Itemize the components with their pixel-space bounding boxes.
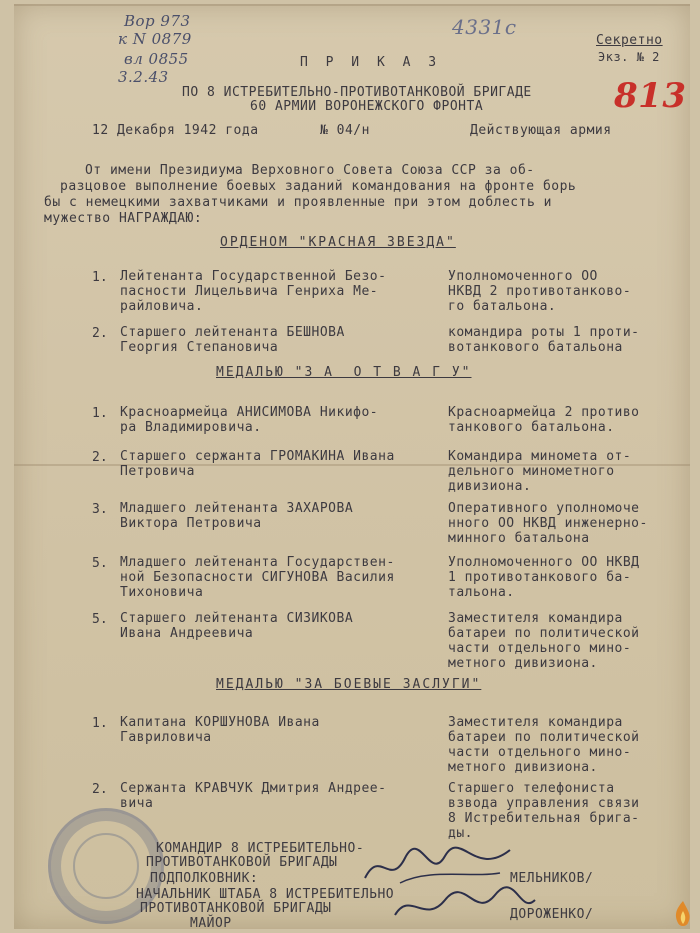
signature-title-line: КОМАНДИР 8 ИСТРЕБИТЕЛЬНО- — [156, 841, 365, 856]
entry-role-line: Красноармейца 2 противо — [448, 405, 640, 420]
entry-name-line: Капитана КОРШУНОВА Ивана — [120, 715, 320, 730]
signature-title-line: НАЧАЛЬНИК ШТАБА 8 ИСТРЕБИТЕЛЬНО — [136, 887, 395, 902]
entry-role-line: 8 Истребительная брига- — [448, 811, 640, 826]
entry-name-line: Петровича — [120, 464, 195, 479]
signature-title-line: МАЙОР — [190, 916, 232, 931]
entry-number: 2. — [92, 450, 108, 465]
entry-name-line: Георгия Степановича — [120, 340, 279, 355]
entry-name-line: райловича. — [120, 299, 204, 314]
entry-role-line: вотанкового батальона — [448, 340, 623, 355]
order-place: Действующая армия — [470, 123, 612, 138]
entry-role-line: нного ОО НКВД инженерно- — [448, 516, 648, 531]
entry-role-line: Старшего телефониста — [448, 781, 615, 796]
entry-role-line: Уполномоченного ОО НКВД — [448, 555, 640, 570]
entry-name-line: вича — [120, 796, 154, 811]
entry-role-line: батареи по политической — [448, 730, 640, 745]
entry-role-line: метного дивизиона. — [448, 656, 598, 671]
entry-role-line: Заместителя командира — [448, 715, 623, 730]
order-date: 12 Декабря 1942 года — [92, 123, 259, 138]
entry-role-line: батареи по политической — [448, 626, 640, 641]
archive-note-4: 3.2.43 — [118, 68, 169, 86]
entry-name-line: Старшего лейтенанта БЕШНОВА — [120, 325, 345, 340]
entry-role-line: 1 противотанкового ба- — [448, 570, 632, 585]
entry-name-line: Гавриловича — [120, 730, 212, 745]
entry-role-line: ды. — [448, 826, 473, 841]
entry-number: 1. — [92, 406, 108, 421]
entry-name-line: Сержанта КРАВЧУК Дмитрия Андрее- — [120, 781, 387, 796]
entry-number: 1. — [92, 716, 108, 731]
entry-role-line: взвода управления связи — [448, 796, 640, 811]
entry-number: 1. — [92, 270, 108, 285]
entry-role-line: Уполномоченного ОО — [448, 269, 598, 284]
entry-role-line: НКВД 2 противотанково- — [448, 284, 632, 299]
entry-role-line: Заместителя командира — [448, 611, 623, 626]
preamble-line-4: мужество НАГРАЖДАЮ: — [44, 211, 203, 226]
entry-number: 5. — [92, 556, 108, 571]
entry-name-line: ной Безопасности СИГУНОВА Василия — [120, 570, 395, 585]
preamble-line-2: разцовое выполнение боевых заданий командования на фронте борь — [60, 179, 577, 194]
signature-title-line: ПРОТИВОТАНКОВОЙ БРИГАДЫ — [140, 901, 332, 916]
entry-number: 5. — [92, 612, 108, 627]
entry-role-line: дельного минометного — [448, 464, 615, 479]
entry-name-line: Красноармейца АНИСИМОВА Никифо- — [120, 405, 379, 420]
preamble-line-3: бы с немецкими захватчиками и проявленные при этом доблесть и — [44, 195, 552, 210]
entry-name-line: ра Владимировича. — [120, 420, 262, 435]
section-heading-combat-merit: МЕДАЛЬЮ "ЗА БОЕВЫЕ ЗАСЛУГИ" — [216, 677, 482, 692]
entry-role-line: Оперативного уполномоче — [448, 501, 640, 516]
archive-note-3: вл 0855 — [124, 50, 189, 68]
entry-role-line: Командира миномета от- — [448, 449, 632, 464]
entry-role-line: го батальона. — [448, 299, 557, 314]
document-subtitle-1: ПО 8 ИСТРЕБИТЕЛЬНО-ПРОТИВОТАНКОВОЙ БРИГАДЕ — [182, 85, 532, 100]
entry-role-line: тальона. — [448, 585, 515, 600]
copy-number: Экз. № 2 — [598, 50, 660, 64]
red-mark: 813 — [614, 76, 687, 116]
signature-title-line: ПРОТИВОТАНКОВОЙ БРИГАДЫ — [146, 855, 338, 870]
archive-note-2: к N 0879 — [118, 30, 192, 48]
signature-title-line: ПОДПОЛКОВНИК: — [150, 871, 259, 886]
commander-name: МЕЛЬНИКОВ/ — [510, 871, 594, 886]
archive-note-1: Вор 973 — [124, 12, 191, 30]
section-heading-red-star: ОРДЕНОМ "КРАСНАЯ ЗВЕЗДА" — [220, 235, 456, 250]
archive-page-number: 4331с — [452, 15, 517, 39]
entry-name-line: Младшего лейтенанта ЗАХАРОВА — [120, 501, 354, 516]
entry-role-line: минного батальона — [448, 531, 590, 546]
secret-label: Секретно — [596, 33, 663, 48]
entry-name-line: Ивана Андреевича — [120, 626, 254, 641]
chief-of-staff-name: ДОРОЖЕНКО/ — [510, 907, 594, 922]
entry-number: 2. — [92, 326, 108, 341]
entry-name-line: Лейтенанта Государственной Безо- — [120, 269, 387, 284]
entry-role-line: дивизиона. — [448, 479, 532, 494]
order-number: № 04/н — [320, 123, 370, 138]
section-heading-for-courage: МЕДАЛЬЮ "З А О Т В А Г У" — [216, 365, 472, 380]
entry-role-line: танкового батальона. — [448, 420, 615, 435]
entry-role-line: командира роты 1 проти- — [448, 325, 640, 340]
document-subtitle-2: 60 АРМИИ ВОРОНЕЖСКОГО ФРОНТА — [250, 99, 484, 114]
entry-name-line: Старшего лейтенанта СИЗИКОВА — [120, 611, 354, 626]
entry-number: 3. — [92, 502, 108, 517]
chief-of-staff-signature — [390, 880, 540, 930]
entry-name-line: пасности Лицельвича Генриха Ме- — [120, 284, 379, 299]
entry-name-line: Старшего сержанта ГРОМАКИНА Ивана — [120, 449, 395, 464]
entry-name-line: Тихоновича — [120, 585, 204, 600]
entry-role-line: части отдельного мино- — [448, 641, 632, 656]
entry-name-line: Виктора Петровича — [120, 516, 262, 531]
preamble-line-1: От имени Президиума Верховного Совета Союза ССР за об- — [60, 163, 535, 178]
entry-number: 2. — [92, 782, 108, 797]
archive-flame-logo-icon — [670, 899, 696, 929]
entry-role-line: метного дивизиона. — [448, 760, 598, 775]
entry-role-line: части отдельного мино- — [448, 745, 632, 760]
document-title: П Р И К А З — [300, 55, 442, 70]
entry-name-line: Младшего лейтенанта Государствен- — [120, 555, 395, 570]
